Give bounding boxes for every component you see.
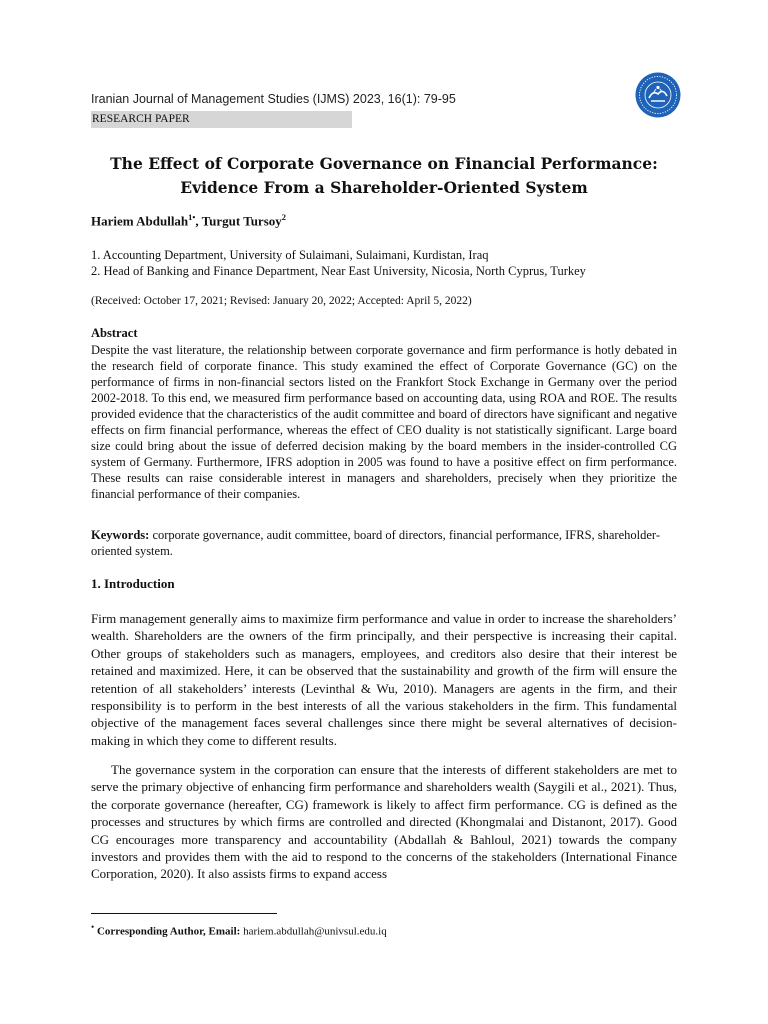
footnote	[91, 922, 387, 938]
title-line-2: Evidence From a Shareholder-Oriented System	[180, 178, 588, 197]
university-seal-logo	[635, 72, 681, 118]
body-paragraph-2: The governance system in the corporation can ensure that the interests of different stakeholders are met to serve the primary objective of enhancing firm performance and shareholders wealth (Saygili et al., 2021). Thus, the corporate governance (hereafter, CG) framework is likely to affect firm performance. CG is defined as the processes and structures by which firms are controlled and directed (Khongmalai and Distanont, 2017). Good CG encourages more transparency and accountability (Abdallah & Bahloul, 2021) towards the company investors and provides them with the aid to respond to the concerns of the stakeholders (International Finance Corporation, 2020). It also assists firms to expand access	[91, 762, 677, 882]
author-separator: ,	[195, 213, 202, 229]
author-name: Hariem Abdullah	[91, 213, 189, 229]
abstract-text: Despite the vast literature, the relationship between corporate governance and firm performance is hotly debated in the research field of corporate finance. This study examined the effect of Corporate Governance (GC) on the performance of firms in non-financial sectors listed on the Frankfort Stock Exchange in Germany over the period 2002-2018. To this end, we measured firm performance based on accounting data, using ROA and ROE. The results provided evidence that the characteristics of the audit committee and board of directors have significant and negative effects on firm financial performance, whereas the effect of CEO duality is not statistically significant. Large board size could bring about the issue of deferred decision making by the board members in the insider-controlled CG system of Germany. Furthermore, IFRS adoption in 2005 was found to have a positive effect on firm performance. These results can raise considerable interest in managers and shareholders, precisely when they prioritize the financial performance of their companies.	[91, 343, 677, 501]
journal-citation: Iranian Journal of Management Studies (IJMS) 2023, 16(1): 79-95	[91, 92, 456, 106]
author-list	[91, 212, 286, 229]
corresponding-email: hariem.abdullah@univsul.edu.iq	[240, 925, 387, 938]
author-affiliation-marker: 1•	[188, 212, 196, 222]
footnote-divider	[91, 913, 277, 914]
affiliation-2: 2. Head of Banking and Finance Department, Near East University, Nicosia, North Cyprus, Turkey	[91, 264, 586, 278]
footnote-label: Corresponding Author, Email:	[94, 925, 241, 938]
title-line-1: The Effect of Corporate Governance on Financial Performance:	[110, 154, 658, 173]
footnote-marker: •	[91, 922, 95, 932]
keywords-label: Keywords:	[91, 528, 150, 542]
body-paragraph-1: Firm management generally aims to maximize firm performance and value in order to increase the shareholders’ wealth. Shareholders are the owners of the firm principally, and their perspective is increasing their capital. Other groups of stakeholders such as managers, employees, and creditors also desire that their interest be retained and maximized. Here, it can be observed that the sustainability and growth of the firm will ensure the retention of all stakeholders’ interests (Levinthal & Wu, 2010). Managers are agents in the firm, and their responsibility is to perform in the best interests of all the various stakeholders in the firm. This fundamental objective of the management faces several challenges since there might be several alternatives of decision-making in which they come to different results.	[91, 611, 677, 748]
author-affiliation-marker: 2	[281, 212, 287, 222]
abstract-heading: Abstract	[91, 326, 138, 340]
keywords-text: corporate governance, audit committee, board of directors, financial performance, IFRS, shareholder-oriented system.	[91, 528, 660, 558]
keywords	[91, 527, 677, 559]
paper-title	[85, 152, 683, 200]
affiliation-1: 1. Accounting Department, University of Sulaimani, Sulaimani, Kurdistan, Iraq	[91, 248, 489, 262]
publication-dates: (Received: October 17, 2021; Revised: January 20, 2022; Accepted: April 5, 2022)	[91, 295, 472, 307]
author-name: Turgut Tursoy	[201, 213, 282, 229]
paper-type-banner: RESEARCH PAPER	[91, 111, 352, 128]
section-heading-introduction: 1. Introduction	[91, 576, 175, 591]
